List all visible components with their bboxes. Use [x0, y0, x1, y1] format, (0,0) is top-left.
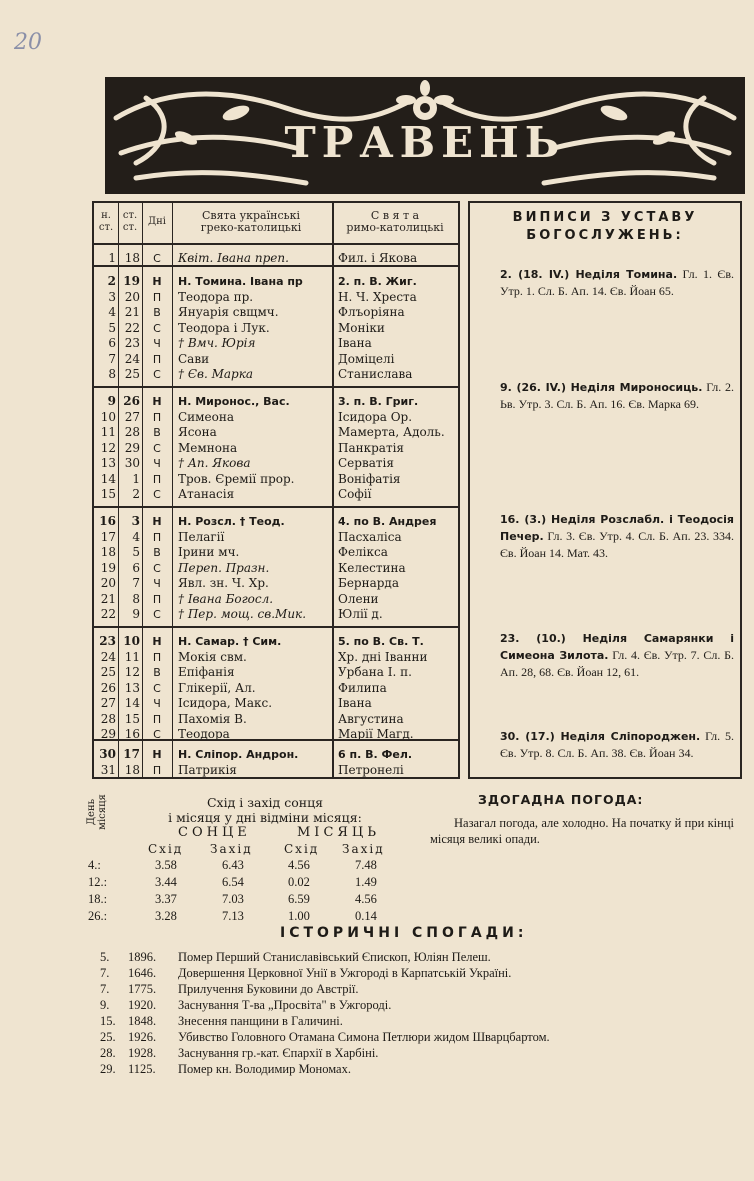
rubric-lead: 2. (18. IV.) Неділя Томина. — [500, 268, 678, 281]
roman-feast: Марії Магд. — [338, 727, 414, 741]
roman-feast: Ісидора Ор. — [338, 409, 413, 424]
weekday: П — [152, 290, 162, 304]
sunmoon-day: 18.: — [88, 892, 108, 906]
greek-feast: Ірини мч. — [178, 545, 240, 559]
weekday: Ч — [153, 697, 161, 710]
roman-feast: Келестина — [338, 560, 406, 575]
table-row — [94, 290, 458, 306]
history-year: 1920. — [128, 998, 157, 1012]
roman-feast: Августина — [338, 711, 404, 726]
day-old-style: 17 — [123, 747, 140, 761]
roman-feast: Воніфатія — [338, 471, 401, 486]
table-row — [94, 530, 458, 546]
table-row — [94, 665, 458, 681]
day-old-style: 18 — [124, 762, 140, 777]
roman-feast: Станислава — [338, 367, 413, 381]
table-row — [94, 367, 458, 383]
roman-feast: Бернарда — [338, 576, 399, 590]
month-title: ТРАВЕНЬ — [284, 118, 566, 167]
weekday: В — [153, 666, 161, 679]
roman-feast: Филипа — [338, 680, 387, 695]
day-old-style: 14 — [124, 696, 140, 710]
col-new-style: н. ст. — [98, 210, 114, 233]
weekday: С — [153, 368, 161, 381]
col-greek-feasts: Свята українські греко-католицькі — [200, 209, 302, 234]
weekday: П — [152, 472, 162, 486]
day-old-style: 21 — [124, 305, 140, 319]
roman-feast: Н. Ч. Хреста — [338, 289, 417, 304]
table-row — [94, 456, 458, 472]
week-separator — [94, 386, 458, 388]
sunmoon-ms: 1.49 — [355, 875, 377, 889]
day-new-style: 25 — [100, 665, 116, 679]
rubric-lead: 30. (17.) Неділя Сліпороджен. — [500, 730, 701, 743]
table-row — [94, 763, 458, 779]
day-new-style: 11 — [100, 425, 116, 439]
table-row — [94, 352, 458, 368]
history-text: Помер кн. Володимир Мономах. — [178, 1062, 351, 1076]
greek-feast: Пахомія В. — [178, 711, 247, 726]
roman-feast: Мамерта, Адоль. — [338, 425, 445, 439]
history-day: 29. — [100, 1062, 116, 1076]
week-separator — [94, 265, 458, 267]
greek-feast: † Ап. Якова — [178, 456, 251, 470]
day-old-style: 30 — [124, 456, 140, 470]
day-old-style: 9 — [132, 607, 140, 621]
sunmoon-day: 26.: — [88, 909, 108, 923]
day-new-style: 1 — [108, 251, 116, 265]
day-old-style: 11 — [124, 649, 140, 664]
history-year: 1646. — [128, 966, 157, 980]
history-day: 7. — [100, 966, 110, 980]
greek-feast: † Єв. Марка — [178, 367, 254, 381]
rubric-entry — [500, 630, 734, 680]
day-new-style: 24 — [100, 649, 116, 664]
greek-feast: Н. Розсл. † Теод. — [178, 515, 285, 528]
day-new-style: 8 — [108, 367, 116, 381]
day-new-style: 31 — [100, 762, 116, 777]
rubrics-heading: ВИПИСИ З УСТАВУ БОГОСЛУЖЕНЬ: — [512, 210, 698, 243]
weekday: Н — [152, 275, 162, 288]
history-year: 1896. — [128, 950, 157, 964]
history-year: 1125. — [128, 1062, 156, 1076]
day-old-style: 8 — [132, 591, 140, 606]
greek-feast: Теодора і Лук. — [178, 320, 270, 335]
greek-feast: Сави — [178, 351, 210, 366]
history-day: 15. — [100, 1014, 116, 1028]
roman-feast: 6 п. В. Фел. — [338, 748, 413, 761]
roman-feast: Флъоріяна — [338, 305, 405, 319]
day-new-style: 26 — [100, 680, 116, 695]
page-number: 20 — [14, 30, 42, 55]
weekday: С — [153, 608, 161, 621]
week-separator — [94, 506, 458, 508]
greek-feast: † Пер. мощ. св.Мик. — [178, 607, 307, 621]
history-text: Прилучення Буковини до Австрії. — [178, 982, 359, 996]
table-row — [94, 274, 458, 290]
day-old-style: 24 — [124, 351, 140, 366]
history-year: 1926. — [128, 1030, 157, 1044]
roman-feast: 3. п. В. Григ. — [338, 395, 419, 408]
day-new-style: 18 — [100, 545, 116, 559]
weekday: П — [152, 650, 162, 664]
day-old-style: 1 — [132, 471, 140, 486]
sunmoon-ms: 7.48 — [355, 858, 377, 872]
history-day: 25. — [100, 1030, 116, 1044]
day-new-style: 17 — [100, 529, 116, 544]
table-row — [94, 487, 458, 503]
greek-feast: Ясона — [178, 425, 217, 439]
table-header — [94, 203, 458, 245]
weekday: Ч — [153, 337, 161, 350]
day-old-style: 13 — [124, 680, 140, 695]
rubric-entry — [500, 728, 734, 761]
rubric-lead: 23. (10.) Неділя Самарянки і Симеона Зилота. — [500, 632, 734, 662]
table-row — [94, 634, 458, 650]
history-text: Заснування гр.-кат. Єпархії в Харбіні. — [178, 1046, 379, 1060]
rubric-text: Гл. 1. Єв. Утр. 1. Сл. Б. Ап. 14. Єв. Йоан 65. — [500, 267, 734, 298]
day-new-style: 12 — [100, 440, 116, 455]
table-row — [94, 650, 458, 666]
day-new-style: 23 — [99, 634, 116, 648]
day-old-style: 4 — [132, 529, 140, 544]
table-row — [94, 592, 458, 608]
greek-feast: Пелагії — [178, 529, 225, 544]
rubric-entry — [500, 511, 734, 561]
weekday: С — [153, 441, 161, 455]
sunmoon-title-line2: і місяця у дні відміни місяця: — [168, 810, 362, 825]
day-new-style: 3 — [108, 289, 116, 304]
roman-feast: Івана — [338, 336, 372, 350]
moon-rise-label: Схід — [284, 842, 320, 856]
greek-feast: Ісидора, Макс. — [178, 696, 273, 710]
greek-feast: Януарія свщмч. — [178, 305, 279, 319]
day-new-style: 29 — [100, 727, 116, 741]
day-new-style: 16 — [99, 514, 116, 528]
roman-feast: Юлії д. — [338, 607, 383, 621]
rubric-entry — [500, 379, 734, 412]
col-days: Дні — [148, 216, 166, 227]
history-year: 1775. — [128, 982, 157, 996]
sunmoon-day: 4.: — [88, 858, 101, 872]
day-new-style: 14 — [100, 471, 116, 486]
day-new-style: 15 — [100, 487, 116, 501]
history-text: Довершення Церковної Унії в Ужгороді в Карпатській Україні. — [178, 966, 512, 980]
sunmoon-day: 12.: — [88, 875, 108, 889]
rubrics-box — [468, 201, 742, 779]
sunmoon-ss: 7.13 — [222, 909, 244, 923]
history-heading: ІСТОРИЧНІ СПОГАДИ: — [280, 925, 528, 941]
roman-feast: Івана — [338, 696, 372, 710]
table-row — [94, 472, 458, 488]
rubric-text: Гл. 3. Єв. Утр. 4. Сл. Б. Ап. 23. 334. Єв. Йоан 14. Мат. 43. — [500, 529, 734, 560]
day-old-style: 2 — [132, 487, 140, 501]
rubric-text: Гл. 4. Єв. Утр. 7. Сл. Б. Ап. 28, 68. Єв. Йоан 12, 61. — [500, 648, 734, 679]
roman-feast: Серватія — [338, 456, 394, 470]
table-row — [94, 321, 458, 337]
sunmoon-title-line1: Схід і захід сонця — [206, 795, 324, 810]
week-separator — [94, 626, 458, 628]
sunmoon-ms: 0.14 — [355, 909, 377, 923]
day-old-style: 3 — [131, 514, 140, 528]
roman-feast: Урбана І. п. — [338, 665, 412, 679]
weekday: Ч — [153, 577, 161, 590]
day-new-style: 6 — [108, 336, 116, 350]
day-old-style: 26 — [123, 394, 140, 408]
greek-feast: Атанасія — [178, 487, 235, 501]
roman-feast: 2. п. В. Жиг. — [338, 275, 417, 288]
day-new-style: 7 — [108, 351, 116, 366]
roman-feast: Фил. і Якова — [338, 251, 418, 265]
moon-heading: МІСЯЦЬ — [297, 825, 380, 840]
weekday: Ч — [153, 457, 161, 470]
roman-feast: Фелікса — [338, 545, 388, 559]
rubric-lead: 16. (3.) Неділя Розслабл. і Теодосія Печер. — [500, 513, 734, 543]
day-old-style: 15 — [124, 711, 140, 726]
history-text: Заснування Т-ва „Просвіта" в Ужгороді. — [178, 998, 392, 1012]
table-row — [94, 545, 458, 561]
greek-feast: Симеона — [178, 409, 234, 424]
week-separator — [94, 739, 458, 741]
history-day: 7. — [100, 982, 110, 996]
weather-heading: ЗДОГАДНА ПОГОДА: — [478, 792, 644, 807]
weekday: Н — [152, 748, 162, 761]
day-old-style: 16 — [124, 727, 140, 741]
greek-feast: Переп. Празн. — [178, 560, 270, 575]
day-of-month-label: День місяця — [86, 794, 108, 830]
greek-feast: Н. Миронос., Вас. — [178, 395, 290, 408]
roman-feast: 4. по В. Андрея — [338, 515, 437, 528]
table-row — [94, 441, 458, 457]
history-text: Помер Перший Станиславівський Єпископ, Юліян Пелеш. — [178, 950, 491, 964]
history-text: Убивство Головного Отамана Симона Петлюри жидом Шварцбартом. — [178, 1030, 550, 1044]
day-new-style: 19 — [100, 560, 116, 575]
table-row — [94, 514, 458, 530]
day-old-style: 22 — [124, 320, 140, 335]
day-old-style: 12 — [124, 665, 140, 679]
history-day: 5. — [100, 950, 110, 964]
day-old-style: 7 — [132, 576, 140, 590]
greek-feast: Епіфанія — [178, 665, 235, 679]
weekday: Н — [152, 395, 162, 408]
roman-feast: Петронелі — [338, 762, 404, 777]
roman-feast: Доміцелі — [338, 351, 395, 366]
sunmoon-mr: 0.02 — [288, 875, 310, 889]
month-banner — [105, 77, 745, 194]
rubric-lead: 9. (26. IV.) Неділя Мироносиць. — [500, 381, 703, 394]
greek-feast: Теодора — [178, 727, 230, 741]
col-old-style: ст. ст. — [122, 210, 138, 233]
sun-rise-label: Схід — [148, 842, 184, 856]
table-row — [94, 561, 458, 577]
history-day: 9. — [100, 998, 110, 1012]
roman-feast: Панкратія — [338, 440, 404, 455]
sunmoon-ss: 6.43 — [222, 858, 244, 872]
greek-feast: Патрикія — [178, 762, 237, 777]
day-new-style: 28 — [100, 711, 116, 726]
table-row — [94, 681, 458, 697]
weekday: П — [152, 530, 162, 544]
greek-feast: Мокія свм. — [178, 649, 247, 664]
sunmoon-sr: 3.28 — [155, 909, 177, 923]
roman-feast: Моніки — [338, 320, 385, 335]
table-row — [94, 305, 458, 321]
greek-feast: † Вмч. Юрія — [178, 336, 256, 350]
weekday: Н — [152, 635, 162, 648]
weekday: П — [152, 352, 162, 366]
day-new-style: 22 — [100, 607, 116, 621]
day-old-style: 20 — [124, 289, 140, 304]
day-new-style: 21 — [100, 591, 116, 606]
day-old-style: 5 — [132, 545, 140, 559]
table-row — [94, 712, 458, 728]
day-new-style: 20 — [100, 576, 116, 590]
history-year: 1928. — [128, 1046, 157, 1060]
weekday: С — [153, 252, 161, 265]
day-old-style: 10 — [123, 634, 140, 648]
day-new-style: 30 — [99, 747, 116, 761]
weekday: П — [152, 592, 162, 606]
day-new-style: 4 — [108, 305, 116, 319]
day-new-style: 10 — [100, 409, 116, 424]
history-day: 28. — [100, 1046, 116, 1060]
roman-feast: Хр. дні Іванни — [338, 649, 428, 664]
greek-feast: Теодора пр. — [178, 289, 254, 304]
day-old-style: 28 — [124, 425, 140, 439]
day-old-style: 6 — [132, 560, 140, 575]
weekday: В — [153, 306, 161, 319]
sunmoon-mr: 4.56 — [288, 858, 310, 872]
sunmoon-sr: 3.37 — [155, 892, 177, 906]
greek-feast: Н. Сліпор. Андрон. — [178, 748, 299, 761]
weekday: С — [153, 681, 161, 695]
day-new-style: 9 — [107, 394, 116, 408]
rubric-entry — [500, 266, 734, 299]
sunmoon-mr: 6.59 — [288, 892, 310, 906]
weather-text: Назагал погода, але холодно. На початку й при кінці місяця великі опади. — [430, 816, 734, 846]
day-new-style: 27 — [100, 696, 116, 710]
table-row — [94, 607, 458, 623]
weekday: В — [153, 546, 161, 559]
col-roman-feasts: С в я т а римо-католицькі — [346, 209, 444, 234]
rubric-text: Гл. 2. Ьв. Утр. 3. Сл. Б. Ап. 16. Єв. Марка 69. — [500, 380, 734, 411]
greek-feast: † Івана Богосл. — [178, 591, 274, 606]
roman-feast: Пасхаліса — [338, 529, 402, 544]
sunmoon-ss: 7.03 — [222, 892, 244, 906]
weekday: С — [153, 321, 161, 335]
roman-feast: 5. по В. Св. Т. — [338, 635, 424, 648]
day-new-style: 5 — [108, 320, 116, 335]
history-text: Знесення панщини в Галичині. — [178, 1014, 343, 1028]
greek-feast: Н. Томина. Івана пр — [178, 275, 303, 288]
greek-feast: Глікерії, Ал. — [178, 680, 256, 695]
table-row — [94, 747, 458, 763]
sunmoon-ms: 4.56 — [355, 892, 377, 906]
weekday: П — [152, 410, 162, 424]
weekday: П — [152, 763, 162, 777]
greek-feast: Мемнона — [178, 440, 238, 455]
sunmoon-title — [160, 795, 370, 825]
weekday: П — [152, 712, 162, 726]
sunmoon-sr: 3.44 — [155, 875, 177, 889]
day-new-style: 2 — [107, 274, 116, 288]
sunmoon-sr: 3.58 — [155, 858, 177, 872]
table-row — [94, 410, 458, 426]
roman-feast: Олени — [338, 591, 379, 606]
sunmoon-ss: 6.54 — [222, 875, 244, 889]
sun-heading: СОНЦЕ — [178, 825, 251, 840]
weekday: Н — [152, 515, 162, 528]
moon-set-label: Захід — [342, 842, 385, 856]
day-old-style: 18 — [124, 251, 140, 265]
calendar-table — [92, 201, 460, 779]
weekday: С — [153, 561, 161, 575]
greek-feast: Н. Самар. † Сим. — [178, 635, 282, 648]
day-old-style: 19 — [123, 274, 140, 288]
weekday: В — [153, 426, 161, 439]
greek-feast: Квіт. Івана преп. — [178, 251, 289, 265]
sun-set-label: Захід — [210, 842, 253, 856]
weekday: С — [153, 728, 161, 741]
sunmoon-mr: 1.00 — [288, 909, 310, 923]
table-row — [94, 336, 458, 352]
day-old-style: 27 — [124, 409, 140, 424]
roman-feast: Софії — [338, 487, 372, 501]
day-old-style: 25 — [124, 367, 140, 381]
weekday: С — [153, 488, 161, 501]
rubric-text: Гл. 5. Єв. Утр. 8. Сл. Б. Ап. 38. Єв. Йоан 34. — [500, 729, 734, 760]
table-row — [94, 576, 458, 592]
table-row — [94, 394, 458, 410]
day-new-style: 13 — [100, 456, 116, 470]
greek-feast: Тров. Єремії прор. — [178, 471, 295, 486]
history-year: 1848. — [128, 1014, 157, 1028]
table-row — [94, 425, 458, 441]
table-row — [94, 696, 458, 712]
greek-feast: Явл. зн. Ч. Хр. — [178, 576, 269, 590]
day-old-style: 23 — [124, 336, 140, 350]
day-old-style: 29 — [124, 440, 140, 455]
